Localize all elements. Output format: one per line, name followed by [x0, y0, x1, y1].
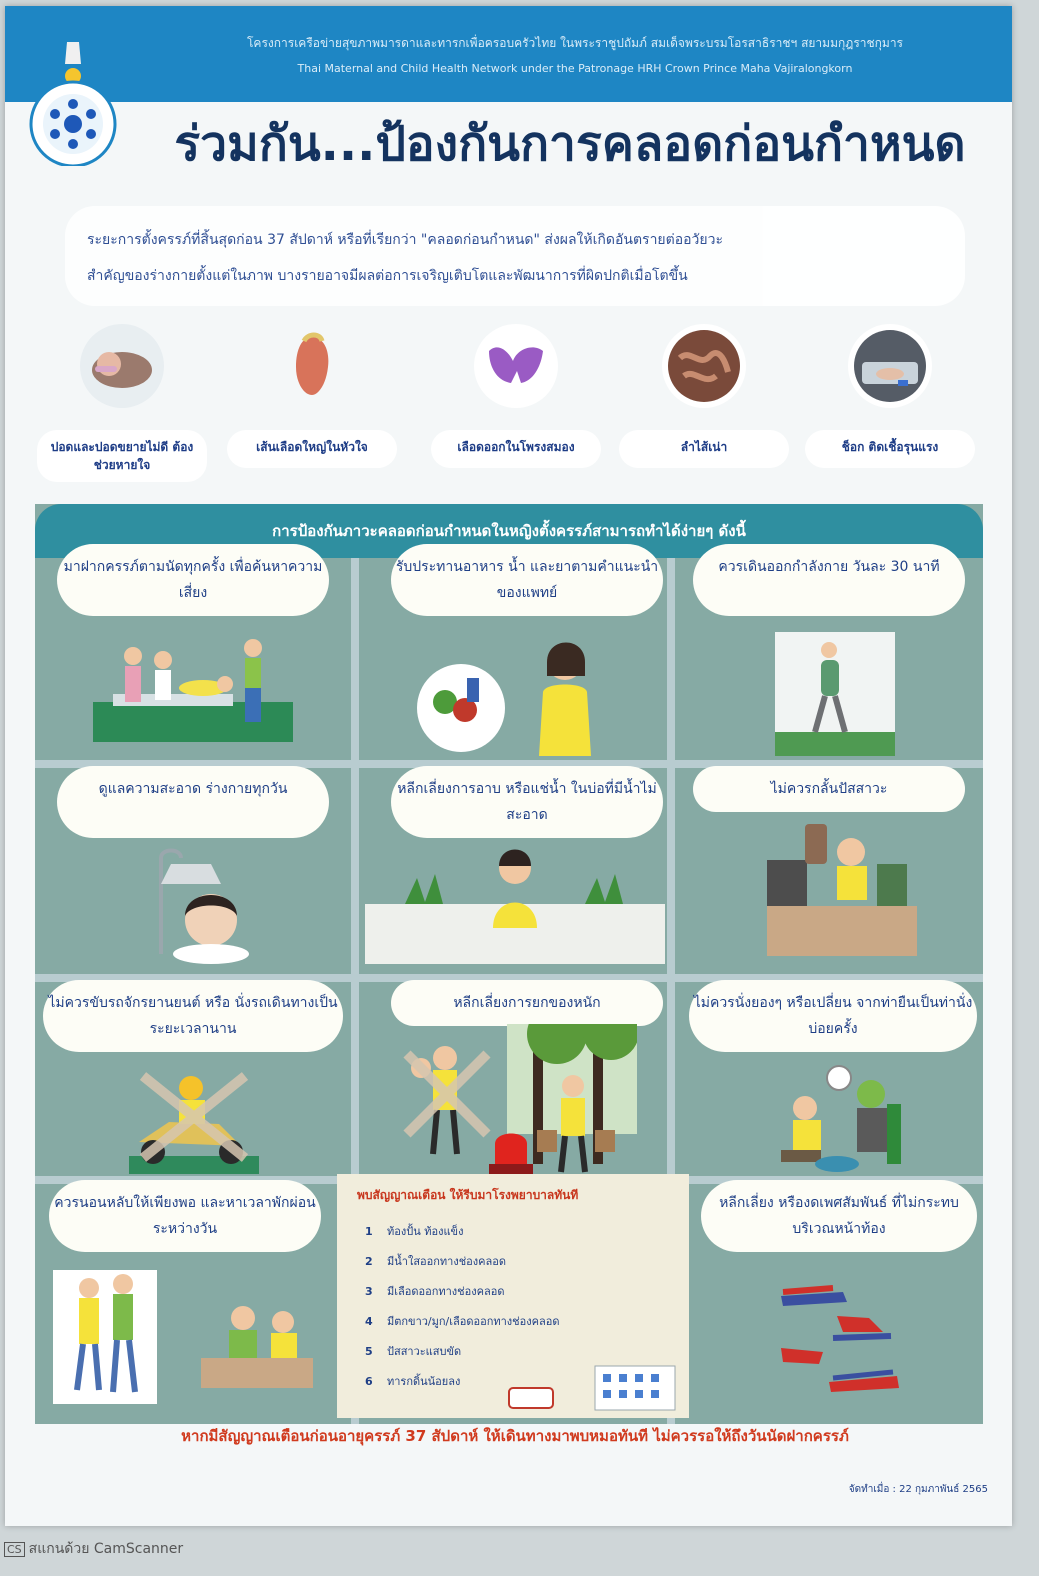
org-name-english: Thai Maternal and Child Health Network under the Patronage HRH Crown Prince Maha Vajiralongkorn	[297, 62, 853, 75]
bathing-illustration	[365, 844, 665, 964]
siren-icon	[483, 1128, 539, 1176]
squatting-illustration	[771, 1064, 911, 1174]
warning-text: มีตกขาว/มูก/เลือดออกทางช่องคลอด	[387, 1315, 560, 1328]
warning-number: 3	[365, 1285, 373, 1298]
brain-icon	[474, 324, 558, 408]
organization-logo	[29, 42, 117, 166]
tip-exercise: ควรเดินออกกำลังกาย วันละ 30 นาที	[693, 544, 965, 616]
warning-item	[365, 1342, 665, 1360]
warning-text: มีเลือดออกทางช่องคลอด	[387, 1285, 505, 1298]
intestine-icon	[662, 324, 746, 408]
intimacy-caution-illustration	[773, 1278, 903, 1398]
complication-label: ปอดและปอดขยายไม่ดี ต้องช่วยหายใจ	[37, 430, 207, 482]
prevention-heading: การป้องกันภาวะคลอดก่อนกำหนดในหญิงตั้งครรภ์สามารถทำได้ง่ายๆ ดังนี้	[35, 504, 983, 558]
warning-text: ท้องปั้น ท้องแข็ง	[387, 1225, 464, 1238]
tip-enough-sleep: ควรนอนหลับให้เพียงพอ และหาเวลาพักผ่อนระหว่างวัน	[49, 1180, 321, 1252]
intro-line-2: สำคัญของร่างกายตั้งแต่ในภาพ บางรายอาจมีผลต่อการเจริญเติบโตและพัฒนาการที่ผิดปกติเมื่อโตขึ้น	[87, 268, 688, 284]
warning-item	[365, 1282, 665, 1300]
hospital-ambulance-illustration	[505, 1364, 685, 1414]
warning-number: 2	[365, 1255, 373, 1268]
complication-label: ลำไส้เน่า	[619, 430, 789, 468]
warning-text: ทารกดิ้นน้อยลง	[387, 1375, 461, 1388]
header-band	[5, 6, 1012, 102]
nutrition-illustration	[415, 632, 615, 756]
warning-item	[365, 1252, 665, 1270]
complication-shock	[805, 324, 975, 468]
shower-illustration	[151, 844, 261, 964]
complication-label: เส้นเลือดใหญ่ในหัวใจ	[227, 430, 397, 468]
scanner-watermark	[4, 1538, 183, 1560]
tip-avoid-squatting: ไม่ควรนั่งยองๆ หรือเปลี่ยน จากท่ายืนเป็นท่านั่งบ่อยครั้ง	[689, 980, 977, 1052]
warning-number: 6	[365, 1375, 373, 1388]
warning-text: ปัสสาวะแสบขัด	[387, 1345, 462, 1358]
rest-illustration	[53, 1270, 323, 1404]
doctor-visit-illustration	[93, 632, 293, 752]
tip-avoid-sex: หลีกเลี่ยง หรืองดเพศสัมพันธ์ ที่ไม่กระทบบริเวณหน้าท้อง	[701, 1180, 977, 1252]
desk-work-illustration	[767, 820, 917, 956]
page-title: ร่วมกัน...ป้องกันการคลอดก่อนกำหนด	[174, 116, 966, 172]
complication-label: ช็อก ติดเชื้อรุนแรง	[805, 430, 975, 468]
intro-line-1: ระยะการตั้งครรภ์ที่สิ้นสุดก่อน 37 สัปดาห์ หรือที่เรียกว่า "คลอดก่อนกำหนด" ส่งผลให้เกิดอันตรายต่ออวัยวะ	[87, 232, 723, 248]
tip-avoid-dirty-water: หลีกเลี่ยงการอาบ หรือแช่น้ำ ในบ่อที่มีน้ำไม่สะอาด	[391, 766, 663, 838]
complication-heart	[227, 324, 397, 468]
org-name-thai: โครงการเครือข่ายสุขภาพมารดาและทารกเพื่อครอบครัวไทย ในพระราชูปถัมภ์ สมเด็จพระบรมโอรสาธิราชฯ สยามมกุฎราชกุมาร	[246, 36, 904, 50]
footer-warning: หากมีสัญญาณเตือนก่อนอายุครรภ์ 37 สัปดาห์ ให้เดินทางมาพบหมอทันที ไม่ควรรอให้ถึงวันนัดฝากครรภ์	[181, 1427, 849, 1445]
complication-lungs	[37, 324, 207, 482]
publish-date: จัดทำเมื่อ : 22 กุมภาพันธ์ 2565	[848, 1484, 988, 1495]
tip-dont-hold-urine: ไม่ควรกลั้นปัสสาวะ	[693, 766, 965, 812]
warning-number: 1	[365, 1225, 373, 1238]
motorbike-illustration	[129, 1066, 259, 1174]
warning-signs-box	[337, 1174, 689, 1418]
warning-number: 4	[365, 1315, 373, 1328]
scanner-text: สแกนด้วย CamScanner	[28, 1541, 184, 1557]
tip-hygiene: ดูแลความสะอาด ร่างกายทุกวัน	[57, 766, 329, 838]
warning-text: มีน้ำใสออกทางช่องคลอด	[387, 1255, 506, 1268]
tip-nutrition: รับประทานอาหาร น้ำ และยาตามคำแนะนำของแพทย์	[391, 544, 663, 616]
baby-icon	[80, 324, 164, 408]
warning-title: พบสัญญาณเตือน ให้รีบมาโรงพยาบาลทันที	[357, 1188, 579, 1202]
tip-prenatal-visits: มาฝากครรภ์ตามนัดทุกครั้ง เพื่อค้นหาความเสี่ยง	[57, 544, 329, 616]
complication-brain	[431, 324, 601, 468]
walking-illustration	[775, 632, 895, 756]
incubator-icon	[848, 324, 932, 408]
intro-text-box	[65, 206, 965, 306]
heart-icon	[270, 324, 354, 408]
warning-item	[365, 1222, 665, 1240]
camscanner-icon: CS	[4, 1542, 25, 1557]
prevention-panel	[35, 504, 983, 1424]
tip-avoid-heavy-lifting: หลีกเลี่ยงการยกของหนัก	[391, 980, 663, 1026]
warning-number: 5	[365, 1345, 373, 1358]
warning-item	[365, 1312, 665, 1330]
tip-avoid-long-travel: ไม่ควรขับรถจักรยานยนต์ หรือ นั่งรถเดินทางเป็นระยะเวลานาน	[43, 980, 343, 1052]
complication-intestine	[619, 324, 789, 468]
poster	[5, 6, 1012, 1526]
complication-label: เลือดออกในโพรงสมอง	[431, 430, 601, 468]
